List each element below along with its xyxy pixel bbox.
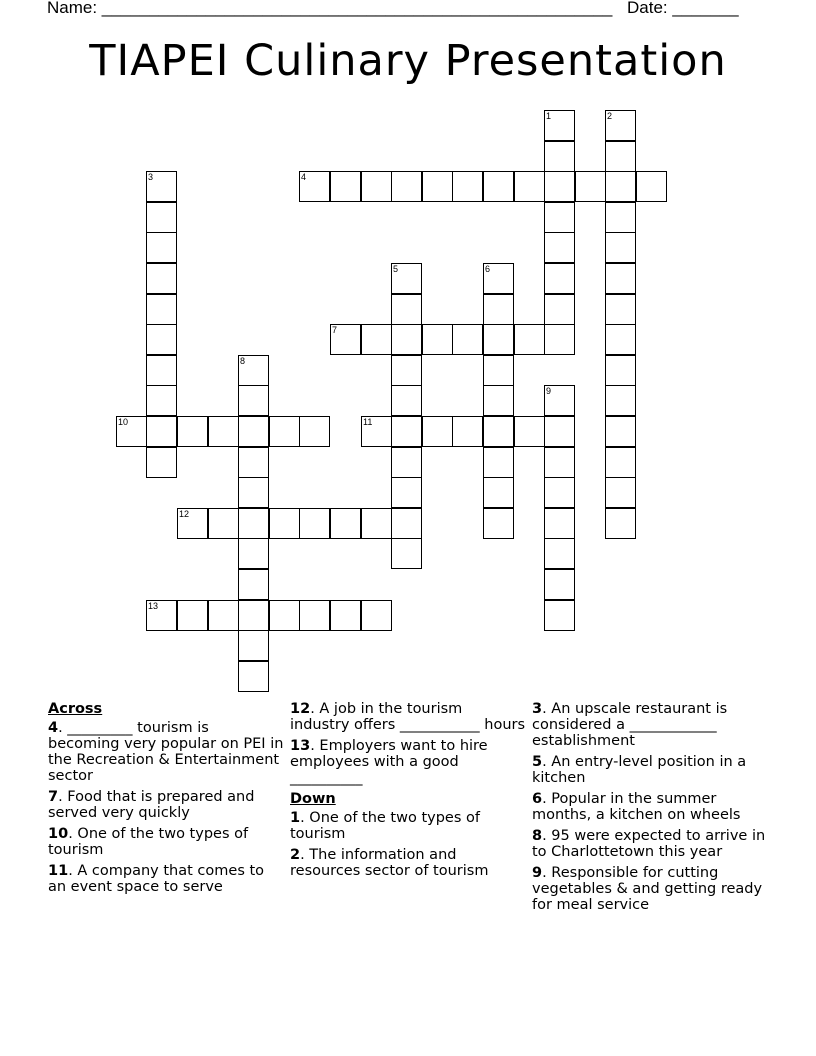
grid-cell[interactable] xyxy=(146,202,177,233)
grid-cell[interactable] xyxy=(605,508,636,539)
grid-cell[interactable] xyxy=(605,447,636,478)
grid-cell[interactable] xyxy=(361,324,392,355)
grid-cell[interactable] xyxy=(452,416,483,447)
grid-cell[interactable] xyxy=(422,171,453,202)
grid-cell[interactable] xyxy=(575,171,606,202)
grid-cell[interactable] xyxy=(269,416,300,447)
clue-number: 12 xyxy=(179,509,190,519)
clue-down-8: 8. 95 were expected to arrive in to Charlottetown this year xyxy=(532,828,766,860)
clue-number: 2 xyxy=(607,111,613,121)
grid-cell[interactable] xyxy=(391,477,422,508)
grid-cell[interactable] xyxy=(391,171,422,202)
clue-number: 13 xyxy=(148,601,159,611)
grid-cell[interactable] xyxy=(452,324,483,355)
grid-cell[interactable] xyxy=(483,355,514,386)
grid-cell[interactable] xyxy=(422,324,453,355)
clue-number: 11 xyxy=(363,417,373,427)
grid-cell[interactable] xyxy=(514,324,545,355)
grid-cell[interactable] xyxy=(483,447,514,478)
grid-cell[interactable] xyxy=(238,569,269,600)
clue-down-1: 1. One of the two types of tourism xyxy=(290,810,480,842)
grid-cell[interactable] xyxy=(483,263,514,294)
grid-cell[interactable] xyxy=(330,171,361,202)
grid-cell[interactable] xyxy=(483,477,514,508)
grid-cell[interactable] xyxy=(361,600,392,631)
grid-cell[interactable] xyxy=(605,263,636,294)
page-title: TIAPEI Culinary Presentation xyxy=(89,36,727,86)
clue-down-9: 9. Responsible for cutting vegetables & and getting ready for meal service xyxy=(532,865,763,913)
grid-cell[interactable] xyxy=(238,477,269,508)
clue-down-5: 5. An entry-level position in a kitchen xyxy=(532,754,747,786)
clue-number: 10 xyxy=(118,417,129,427)
grid-cell[interactable] xyxy=(544,385,575,416)
clue-across-7: 7. Food that is prepared and served very quickly xyxy=(48,789,255,821)
grid-cell[interactable] xyxy=(238,600,269,631)
grid-cell[interactable] xyxy=(299,600,330,631)
grid-cell[interactable] xyxy=(238,630,269,661)
clue-down-3: 3. An upscale restaurant is considered a ____________ establishment xyxy=(532,701,728,749)
grid-cell[interactable] xyxy=(483,324,514,355)
grid-cell[interactable] xyxy=(146,232,177,263)
clue-across-12: 12. A job in the tourism industry offers ___________ hours xyxy=(290,701,526,733)
grid-cell[interactable] xyxy=(238,447,269,478)
grid-cell[interactable] xyxy=(391,355,422,386)
grid-cell[interactable] xyxy=(391,294,422,325)
grid-cell[interactable] xyxy=(605,232,636,263)
clue-number: 8 xyxy=(240,356,246,366)
grid-cell[interactable] xyxy=(146,355,177,386)
grid-cell[interactable] xyxy=(177,508,208,539)
grid-cell[interactable] xyxy=(422,416,453,447)
grid-cell[interactable] xyxy=(605,477,636,508)
grid-cell[interactable] xyxy=(299,508,330,539)
clue-number: 4 xyxy=(301,172,307,182)
name-field[interactable]: Name: ______________________________________________________ xyxy=(47,0,613,17)
grid-cell[interactable] xyxy=(544,232,575,263)
grid-cell[interactable] xyxy=(299,171,330,202)
grid-cell[interactable] xyxy=(391,538,422,569)
grid-cell[interactable] xyxy=(238,661,269,692)
grid-cell[interactable] xyxy=(330,508,361,539)
grid-cell[interactable] xyxy=(483,416,514,447)
grid-cell[interactable] xyxy=(391,385,422,416)
grid-cell[interactable] xyxy=(238,355,269,386)
grid-cell[interactable] xyxy=(361,171,392,202)
grid-cell[interactable] xyxy=(146,171,177,202)
grid-cell[interactable] xyxy=(391,416,422,447)
grid-cell[interactable] xyxy=(605,385,636,416)
clue-across-13: 13. Employers want to hire employees with a good __________ xyxy=(290,738,488,786)
grid-cell[interactable] xyxy=(146,263,177,294)
grid-cell[interactable] xyxy=(238,508,269,539)
grid-cell[interactable] xyxy=(238,538,269,569)
clue-number: 9 xyxy=(546,386,552,396)
grid-cell[interactable] xyxy=(544,324,575,355)
grid-cell[interactable] xyxy=(269,508,300,539)
grid-cell[interactable] xyxy=(177,600,208,631)
grid-cell[interactable] xyxy=(544,447,575,478)
grid-cell[interactable] xyxy=(544,569,575,600)
grid-cell[interactable] xyxy=(544,416,575,447)
grid-cell[interactable] xyxy=(605,294,636,325)
grid-cell[interactable] xyxy=(605,355,636,386)
grid-cell[interactable] xyxy=(146,294,177,325)
grid-cell[interactable] xyxy=(146,385,177,416)
grid-cell[interactable] xyxy=(208,416,239,447)
clue-column-1 xyxy=(48,701,284,900)
grid-cell[interactable] xyxy=(330,324,361,355)
grid-cell[interactable] xyxy=(238,416,269,447)
grid-cell[interactable] xyxy=(605,110,636,141)
grid-cell[interactable] xyxy=(361,508,392,539)
grid-cell[interactable] xyxy=(391,263,422,294)
grid-cell[interactable] xyxy=(269,600,300,631)
grid-cell[interactable] xyxy=(238,385,269,416)
grid-cell[interactable] xyxy=(636,171,667,202)
grid-cell[interactable] xyxy=(544,538,575,569)
grid-cell[interactable] xyxy=(483,171,514,202)
grid-cell[interactable] xyxy=(544,263,575,294)
clue-number: 6 xyxy=(485,264,491,274)
grid-cell[interactable] xyxy=(544,477,575,508)
grid-cell[interactable] xyxy=(605,202,636,233)
clue-column-2 xyxy=(290,701,526,884)
grid-cell[interactable] xyxy=(544,202,575,233)
grid-cell[interactable] xyxy=(116,416,147,447)
grid-cell[interactable] xyxy=(544,171,575,202)
clue-across-10: 10. One of the two types of tourism xyxy=(48,826,249,858)
grid-cell[interactable] xyxy=(208,600,239,631)
grid-cell[interactable] xyxy=(605,416,636,447)
across-heading: Across xyxy=(48,701,103,717)
clue-number: 3 xyxy=(148,172,154,182)
grid-cell[interactable] xyxy=(452,171,483,202)
down-heading: Down xyxy=(290,791,336,807)
clue-number: 1 xyxy=(546,111,552,121)
clue-across-4: 4. _________ tourism is becoming very popular on PEI in the Recreation & Entertainment sector xyxy=(48,720,284,784)
grid-cell[interactable] xyxy=(605,324,636,355)
grid-cell[interactable] xyxy=(146,600,177,631)
clue-number: 5 xyxy=(393,264,399,274)
clue-down-6: 6. Popular in the summer months, a kitchen on wheels xyxy=(532,791,741,823)
grid-cell[interactable] xyxy=(483,508,514,539)
grid-cell[interactable] xyxy=(391,447,422,478)
grid-cell[interactable] xyxy=(544,294,575,325)
grid-cell[interactable] xyxy=(146,447,177,478)
date-field[interactable]: Date: _______ xyxy=(627,0,739,17)
clue-column-3 xyxy=(532,701,768,918)
grid-cell[interactable] xyxy=(544,141,575,172)
clue-across-11: 11. A company that comes to an event space to serve xyxy=(48,863,265,895)
grid-cell[interactable] xyxy=(208,508,239,539)
grid-cell[interactable] xyxy=(514,416,545,447)
grid-cell[interactable] xyxy=(299,416,330,447)
grid-cell[interactable] xyxy=(391,508,422,539)
clue-number: 7 xyxy=(332,325,338,335)
grid-cell[interactable] xyxy=(514,171,545,202)
grid-cell[interactable] xyxy=(146,324,177,355)
grid-cell[interactable] xyxy=(605,171,636,202)
grid-cell[interactable] xyxy=(391,324,422,355)
grid-cell[interactable] xyxy=(177,416,208,447)
grid-cell[interactable] xyxy=(544,600,575,631)
grid-cell[interactable] xyxy=(361,416,392,447)
grid-cell[interactable] xyxy=(483,294,514,325)
grid-cell[interactable] xyxy=(146,416,177,447)
grid-cell[interactable] xyxy=(544,110,575,141)
grid-cell[interactable] xyxy=(544,508,575,539)
grid-cell[interactable] xyxy=(483,385,514,416)
clue-down-2: 2. The information and resources sector of tourism xyxy=(290,847,489,879)
grid-cell[interactable] xyxy=(605,141,636,172)
grid-cell[interactable] xyxy=(330,600,361,631)
